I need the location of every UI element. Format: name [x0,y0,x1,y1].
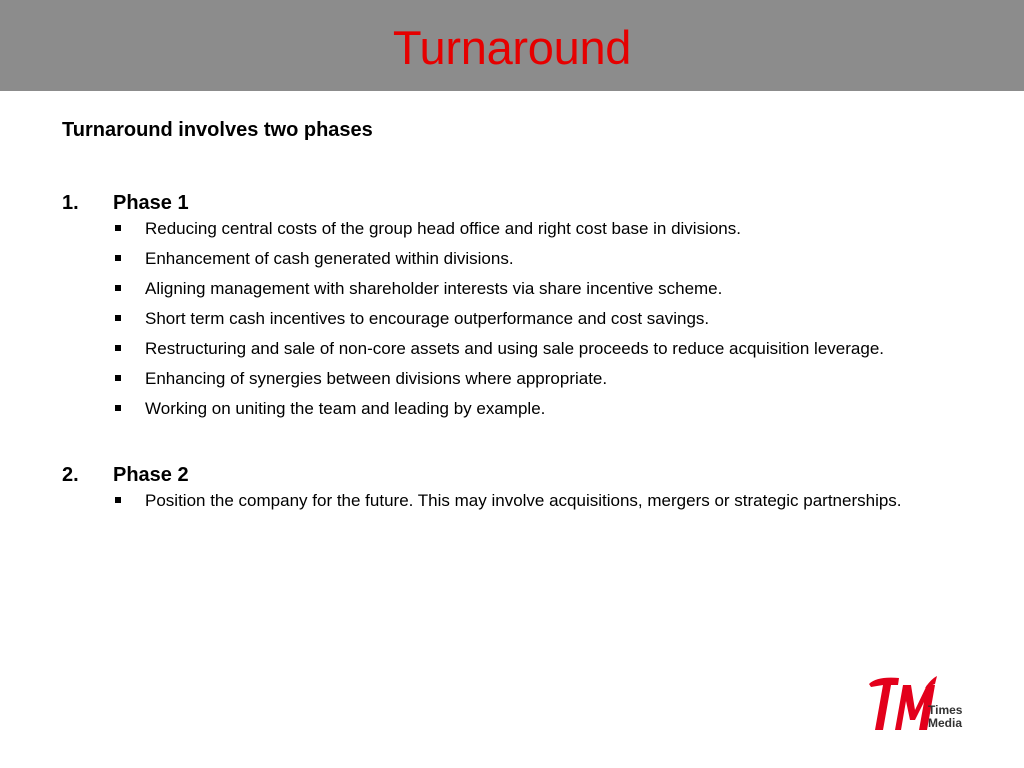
bullet-text: Enhancement of cash generated within divisions. [145,249,514,268]
bullet-text: Short term cash incentives to encourage outperformance and cost savings. [145,309,710,328]
phase-heading-2 [62,461,967,489]
slide-title: Turnaround [392,21,632,74]
phase-number: 2. [62,464,79,486]
square-bullet-icon [115,255,121,261]
bullet-text: Working on uniting the team and leading by example. [145,399,546,418]
square-bullet-icon [115,375,121,381]
square-bullet-icon [115,285,121,291]
square-bullet-icon [115,497,121,503]
bullet-text: Reducing central costs of the group head office and right cost base in divisions. [145,219,741,238]
bullet-item [62,367,967,391]
bullet-text: Enhancing of synergies between divisions where appropriate. [145,369,608,388]
logo-line-1: Times [928,703,963,717]
square-bullet-icon [115,345,121,351]
phase-label: Phase 2 [113,464,189,486]
phase-heading-1 [62,189,967,217]
intro-text: Turnaround involves two phases [62,119,373,141]
phase-2-bullet-list [62,489,967,513]
bullet-item [62,247,967,271]
bullet-text: Aligning management with shareholder interests via share incentive scheme. [145,279,723,298]
bullet-item [62,307,967,331]
phase-1-bullet-list [62,217,967,421]
bullet-item [62,217,967,241]
phase-label: Phase 1 [113,192,189,214]
logo-wordmark [928,704,962,730]
bullet-item [62,397,967,421]
phase-number: 1. [62,192,79,214]
slide-body [62,115,967,519]
bullet-text: Restructuring and sale of non-core assets and using sale proceeds to reduce acquisition leverage. [145,339,884,358]
square-bullet-icon [115,315,121,321]
bullet-item [62,489,967,513]
square-bullet-icon [115,225,121,231]
square-bullet-icon [115,405,121,411]
bullet-item [62,277,967,301]
bullet-text: Position the company for the future. This may involve acquisitions, mergers or strategic partnerships. [145,491,902,510]
bullet-item [62,337,967,361]
logo-line-2: Media [928,716,963,730]
